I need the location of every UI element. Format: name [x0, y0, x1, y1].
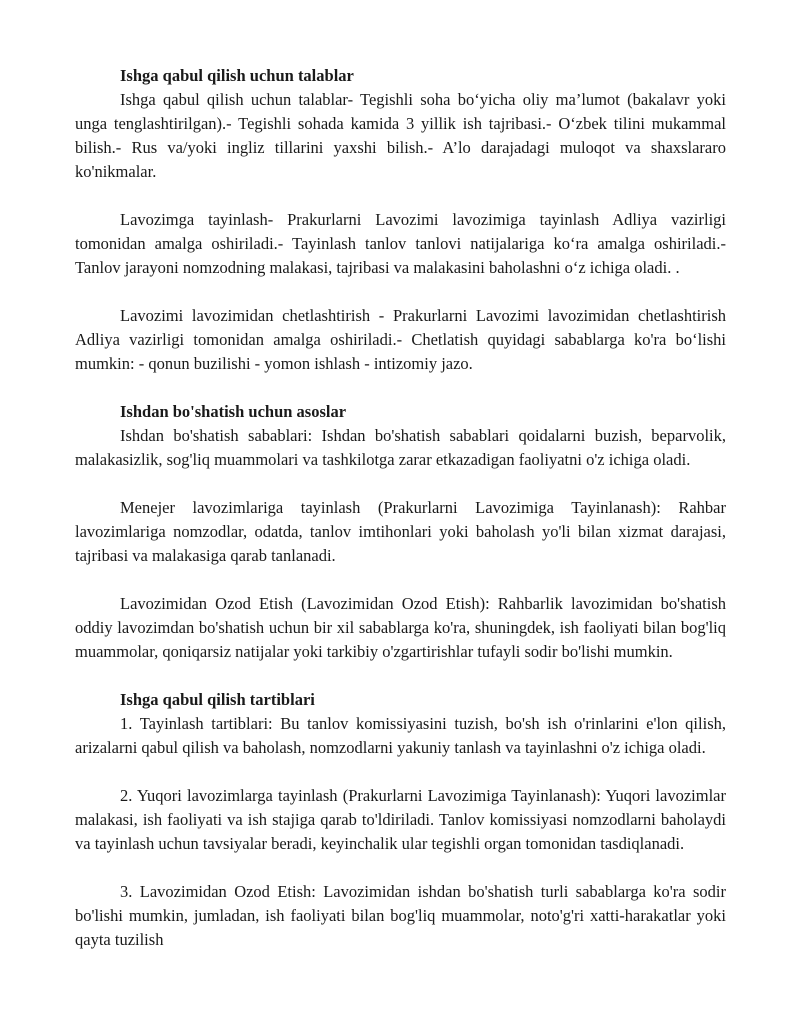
paragraph: Lavozimi lavozimidan chetlashtirish - Prakurlarni Lavozimi lavozimidan chetlashtirish Adliya vazirligi tomonidan amalga oshiriladi.- Chetlatish quyidagi sabablarga ko'ra bo‘lishi mumkin: - qonun buzilishi - yomon ishlash - intizomiy jazo.	[75, 306, 726, 373]
paragraph: Menejer lavozimlariga tayinlash (Prakurlarni Lavozimiga Tayinlanash): Rahbar lavozimlariga nomzodlar, odatda, tanlov imtihonlari yoki baholash yo'li bilan xizmat darajasi, tajribasi va malakasiga qarab tanlanadi.	[75, 498, 726, 565]
section-heading: Ishga qabul qilish uchun talablar	[120, 66, 354, 85]
paragraph: 1. Tayinlash tartiblari: Bu tanlov komissiyasini tuzish, bo'sh ish o'rinlarini e'lon qilish, arizalarni qabul qilish va baholash, nomzodlarni yakuniy tanlash va tayinlashni o'z ichiga oladi.	[75, 714, 726, 757]
paragraph: Lavozimidan Ozod Etish (Lavozimidan Ozod Etish): Rahbarlik lavozimidan bo'shatish oddiy lavozimdan bo'shatish uchun bir xil sabablarga ko'ra, shuningdek, ish faoliyati bilan bog'liq muammolar, qoniqarsiz natijalar yoki tarkibiy o'zgartirishlar tufayli sodir bo'lishi mumkin.	[75, 594, 726, 661]
section-heading: Ishdan bo'shatish uchun asoslar	[120, 402, 347, 421]
paragraph: 2. Yuqori lavozimlarga tayinlash (Prakurlarni Lavozimiga Tayinlanash): Yuqori lavozimlar malakasi, ish faoliyati va ish stajiga qarab to'ldiriladi. Tanlov komissiyasi nomzodlarni baholaydi va tayinlash uchun tavsiyalar beradi, keyinchalik ular tegishli organ tomonidan tasdiqlanadi.	[75, 786, 726, 853]
section-heading: Ishga qabul qilish tartiblari	[120, 690, 315, 709]
paragraph: Ishdan bo'shatish sabablari: Ishdan bo'shatish sabablari qoidalarni buzish, beparvolik, malakasizlik, sog'liq muammolari va tashkilotga zarar etkazadigan faoliyatni o'z ichiga oladi.	[75, 426, 726, 469]
paragraph: Lavozimga tayinlash- Prakurlarni Lavozimi lavozimiga tayinlash Adliya vazirligi tomonidan amalga oshiriladi.- Tayinlash tanlov tanlovi natijalariga ko‘ra amalga oshiriladi.- Tanlov jarayoni nomzodning malakasi, tajribasi va malakasini baholashni o‘z ichiga oladi. .	[75, 210, 726, 277]
paragraph: 3. Lavozimidan Ozod Etish: Lavozimidan ishdan bo'shatish turli sabablarga ko'ra sodir bo'lishi mumkin, jumladan, ish faoliyati bilan bog'liq muammolar, noto'g'ri xatti-harakatlar yoki qayta tuzilish	[75, 882, 726, 949]
paragraph: Ishga qabul qilish uchun talablar- Tegishli soha bo‘yicha oliy ma’lumot (bakalavr yoki unga tenglashtirilgan).- Tegishli sohada kamida 3 yillik ish tajribasi.- O‘zbek tilini mukammal bilish.- Rus va/yoki ingliz tillarini yaxshi bilish.- A’lo darajadagi muloqot va shaxslararo ko'nikmalar.	[75, 90, 726, 181]
document-page	[75, 64, 726, 952]
